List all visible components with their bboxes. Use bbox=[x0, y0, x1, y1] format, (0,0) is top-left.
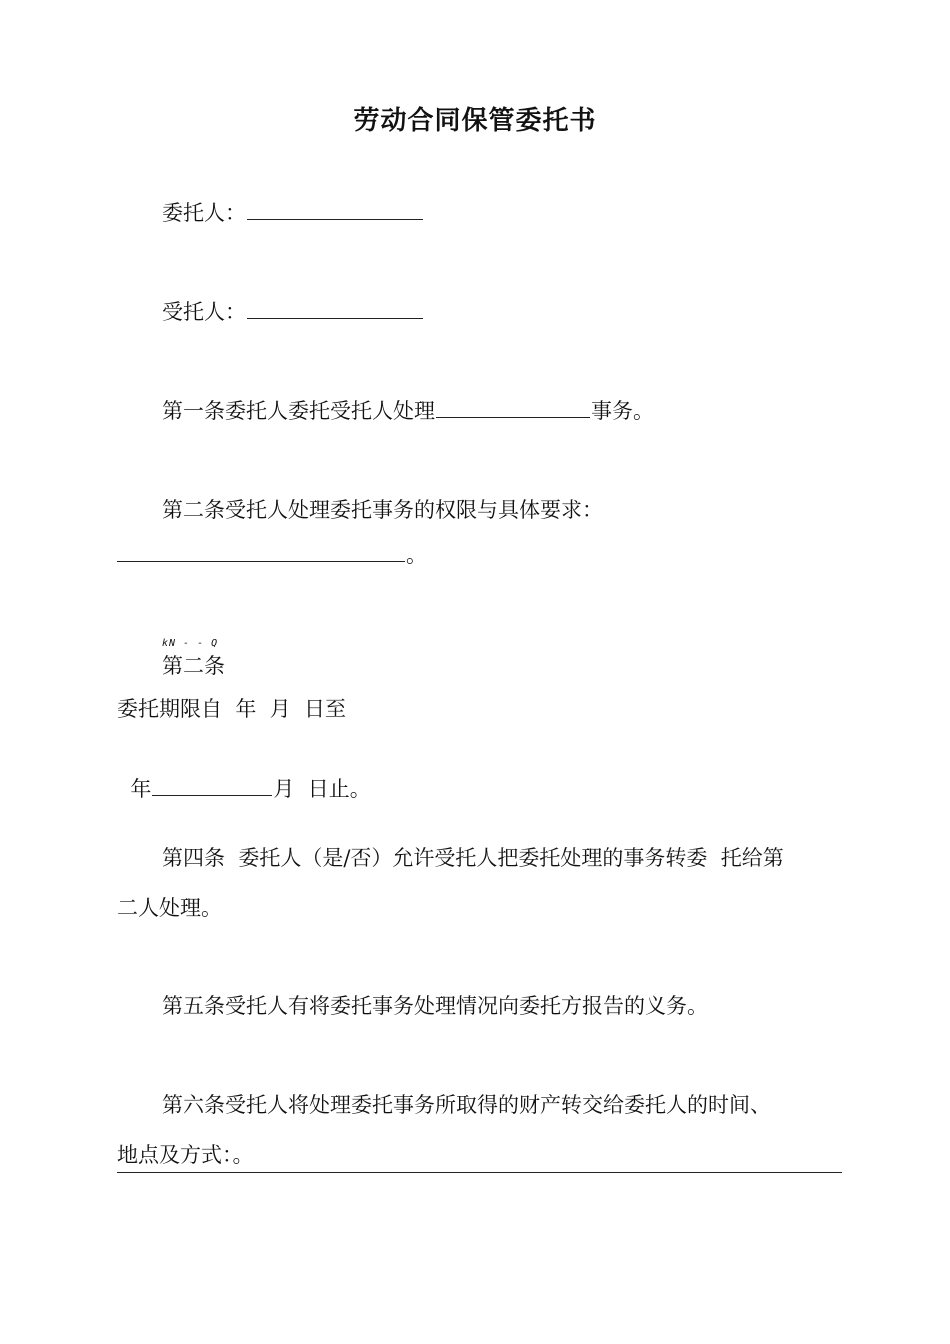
article-1-text: 第一条委托人委托受托人处理 bbox=[162, 399, 435, 423]
article-2-blank bbox=[117, 560, 405, 562]
article-3-year: 年 bbox=[130, 777, 152, 801]
article-1-blank bbox=[436, 416, 590, 418]
agent-label: 受托人： bbox=[162, 300, 246, 324]
article-2-answer-line bbox=[117, 540, 427, 570]
article-4-line-1: 第四条 委托人（是/否）允许受托人把委托处理的事务转委 托给第 bbox=[162, 846, 784, 870]
principal-label: 委托人： bbox=[162, 201, 246, 225]
article-5: 第五条受托人有将委托事务处理情况向委托方报告的义务。 bbox=[162, 994, 708, 1018]
principal-blank bbox=[247, 218, 423, 220]
ocr-noise: kN - - Q bbox=[162, 638, 219, 649]
article-6-rule bbox=[117, 1172, 842, 1173]
article-6-line-1: 第六条受托人将处理委托事务所取得的财产转交给委托人的时间、 bbox=[162, 1093, 771, 1117]
principal-line bbox=[162, 198, 424, 228]
article-4-line-2: 二人处理。 bbox=[117, 896, 222, 920]
agent-blank bbox=[247, 317, 423, 319]
article-3-heading: 第二条 bbox=[162, 654, 225, 678]
article-3-line-1: 委托期限自 年 月 日至 bbox=[117, 697, 347, 721]
article-3-blank bbox=[152, 794, 272, 796]
article-3-line-2 bbox=[117, 744, 371, 804]
article-1 bbox=[162, 396, 654, 426]
agent-line bbox=[162, 297, 424, 327]
article-2-end: 。 bbox=[406, 543, 427, 567]
article-6-line-2: 地点及方式：。 bbox=[117, 1143, 254, 1167]
article-1-end: 事务。 bbox=[591, 399, 654, 423]
article-2: 第二条受托人处理委托事务的权限与具体要求： bbox=[162, 498, 603, 522]
article-3-end: 月 日止。 bbox=[273, 777, 371, 801]
document-title: 劳动合同保管委托书 bbox=[353, 106, 597, 136]
